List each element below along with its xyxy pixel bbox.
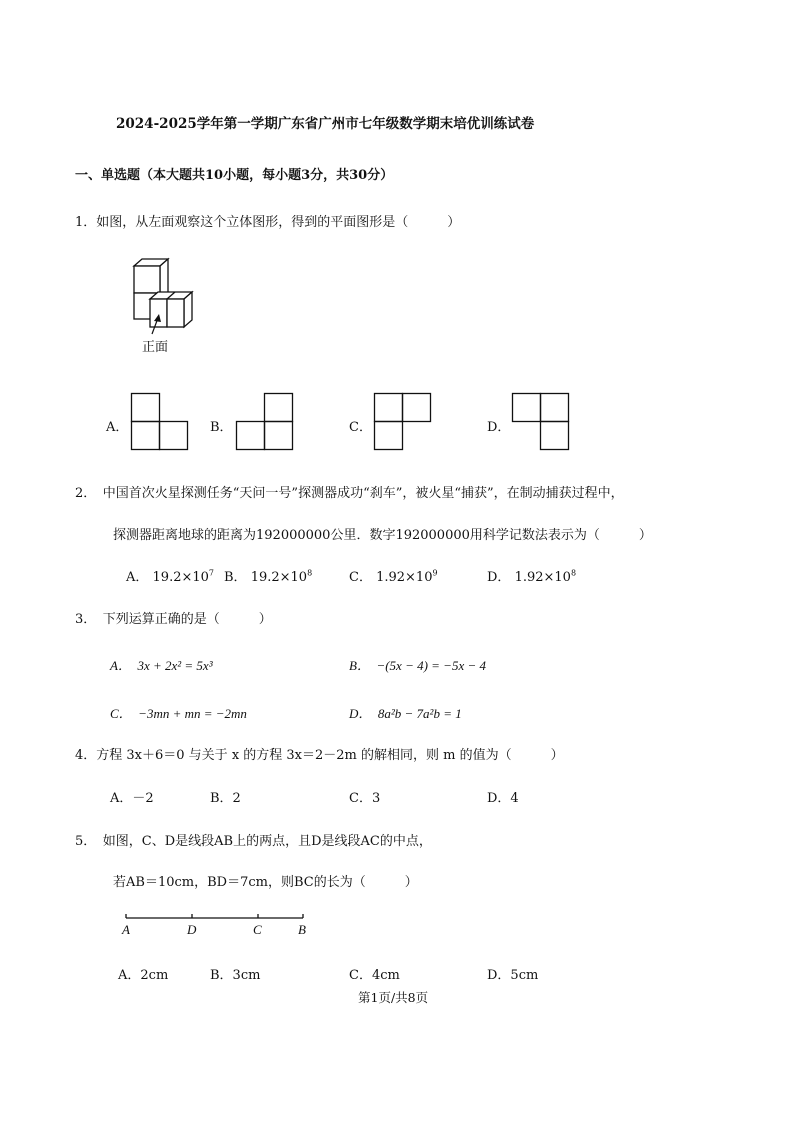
q2-option-d-base: 1.92×10 — [514, 570, 571, 585]
q4-option-a[interactable]: A．－2 — [110, 791, 154, 806]
q2-option-b[interactable] — [224, 566, 312, 585]
q1-option-a[interactable]: A． — [106, 420, 129, 435]
point-label-c: C — [253, 922, 262, 937]
q1-solid-figure — [126, 258, 216, 338]
q3-option-c[interactable]: C． −3mn + mn = −2mn — [110, 706, 247, 721]
q5-option-a[interactable]: A．2cm — [118, 968, 169, 983]
q3-option-d[interactable]: D． 8a²b − 7a²b = 1 — [349, 706, 462, 721]
q2-option-b-label: B． — [224, 570, 247, 585]
q1-option-a-shape — [131, 393, 191, 453]
q2-option-a[interactable] — [126, 566, 214, 585]
q1-option-b[interactable]: B． — [210, 420, 233, 435]
q5-stem-line2: 若AB＝10cm，BD＝7cm，则BC的长为（ ） — [113, 875, 418, 890]
q4-stem: 4．方程 3x＋6＝0 与关于 x 的方程 3x＝2－2m 的解相同，则 m 的值为（ ） — [75, 748, 564, 763]
q2-option-c[interactable] — [349, 566, 438, 585]
q4-option-c[interactable]: C．3 — [349, 791, 381, 806]
q2-option-b-exp: 8 — [307, 568, 313, 578]
q1-option-b-shape — [236, 393, 296, 453]
q5-line-segment-figure — [118, 910, 318, 940]
q3-option-a[interactable]: A． 3x + 2x² = 5x³ — [110, 658, 213, 673]
q1-option-d-shape — [512, 393, 572, 453]
q5-option-d[interactable]: D．5cm — [487, 968, 539, 983]
q2-option-a-exp: 7 — [208, 568, 215, 578]
q2-option-b-base: 19.2×10 — [250, 570, 308, 585]
q2-option-c-exp: 9 — [432, 568, 438, 578]
q3-option-b[interactable]: B． −(5x − 4) = −5x − 4 — [349, 658, 487, 673]
q2-option-d-exp: 8 — [570, 568, 577, 578]
q5-option-b[interactable]: B．3cm — [210, 968, 261, 983]
q1-option-d[interactable]: D． — [487, 420, 511, 435]
q1-stem: 1．如图，从左面观察这个立体图形，得到的平面图形是（ ） — [75, 215, 461, 230]
q5-stem-line1: 5． 如图，C、D是线段AB上的两点，且D是线段AC的中点， — [75, 834, 432, 849]
q2-option-c-base: 1.92×10 — [376, 570, 433, 585]
point-label-d: D — [187, 922, 197, 937]
q2-option-a-label: A． — [126, 570, 149, 585]
q4-option-b[interactable]: B．2 — [210, 791, 241, 806]
q1-option-c-shape — [374, 393, 434, 453]
point-label-b: B — [298, 922, 306, 937]
q2-option-d[interactable] — [487, 566, 576, 585]
figure-label-front: 正面 — [142, 340, 169, 355]
q3-stem: 3． 下列运算正确的是（ ） — [75, 612, 272, 627]
q2-stem-line1: 2． 中国首次火星探测任务“天问一号”探测器成功“刹车”，被火星“捕获”，在制动捕获过程中， — [75, 486, 624, 501]
point-label-a: A — [122, 922, 130, 937]
page-footer: 第1页/共8页 — [358, 990, 429, 1005]
q2-option-c-label: C． — [349, 570, 372, 585]
page-title: 2024-2025学年第一学期广东省广州市七年级数学期末培优训练试卷 — [116, 116, 535, 132]
q2-stem-line2: 探测器距离地球的距离为192000000公里．数字192000000用科学记数法表示为（ ） — [113, 528, 652, 543]
q2-option-d-label: D． — [487, 570, 511, 585]
q4-option-d[interactable]: D．4 — [487, 791, 519, 806]
q5-option-c[interactable]: C．4cm — [349, 968, 400, 983]
section-heading: 一、单选题（本大题共10小题，每小题3分，共30分） — [75, 168, 394, 183]
q2-option-a-base: 19.2×10 — [152, 570, 209, 585]
q1-option-c[interactable]: C． — [349, 420, 372, 435]
